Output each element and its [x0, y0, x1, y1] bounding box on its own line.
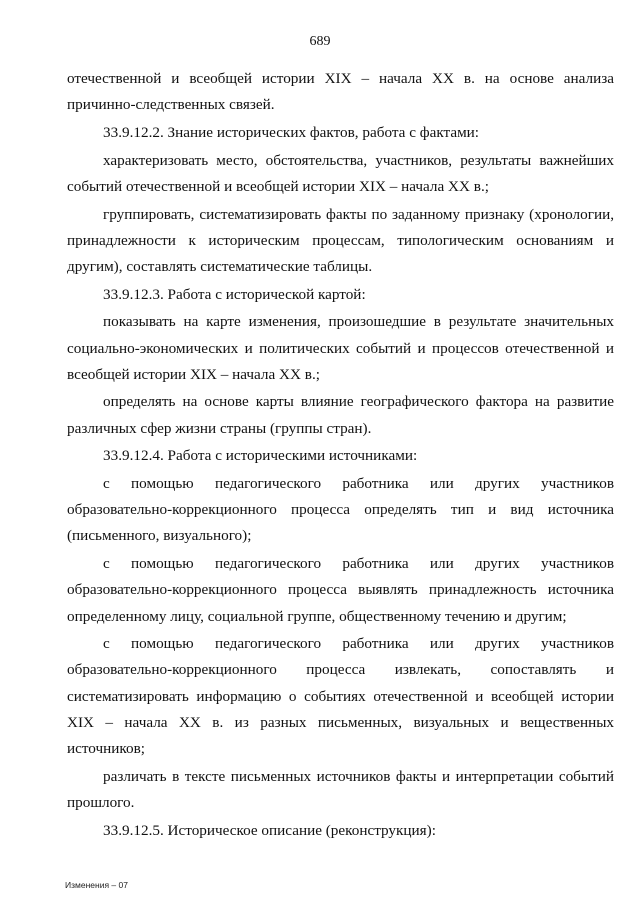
paragraph: группировать, систематизировать факты по заданному признаку (хронологии, принадлежности к историческим процессам, типологическим основаниям и другим), составлять систематические таблицы.	[67, 205, 614, 275]
paragraph: различать в тексте письменных источников факты и интерпретации событий прошлого.	[67, 767, 614, 811]
document-body	[67, 66, 614, 845]
paragraph: с помощью педагогического работника или других участников образовательно-коррекционного процесса выявлять принадлежность источника определенному лицу, социальной группе, общественному течению и другим;	[67, 555, 614, 625]
paragraph: с помощью педагогического работника или других участников образовательно-коррекционного процесса извлекать, сопоставлять и систематизировать информацию о событиях отечественной и всеобщей истории XIX – начала XX в. из разных письменных, визуальных и вещественных источников;	[67, 635, 614, 758]
section-heading-33-9-12-5: 33.9.12.5. Историческое описание (реконструкция):	[103, 821, 436, 839]
footer-revision-note: Изменения – 07	[65, 880, 128, 890]
section-heading-33-9-12-4: 33.9.12.4. Работа с историческими источниками:	[103, 447, 418, 465]
paragraph: характеризовать место, обстоятельства, участников, результаты важнейших событий отечественной и всеобщей истории XIX – начала XX в.;	[67, 151, 614, 195]
paragraph: определять на основе карты влияние географического фактора на развитие различных сфер жизни страны (группы стран).	[67, 393, 614, 437]
section-heading-33-9-12-3: 33.9.12.3. Работа с исторической картой:	[103, 285, 366, 303]
page-number: 689	[309, 34, 331, 49]
paragraph: с помощью педагогического работника или других участников образовательно-коррекционного процесса определять тип и вид источника (письменного, визуального);	[67, 475, 614, 545]
section-heading-33-9-12-2: 33.9.12.2. Знание исторических фактов, работа с фактами:	[103, 123, 480, 141]
paragraph: показывать на карте изменения, произошедшие в результате значительных социально-экономических и политических событий и процессов отечественной и всеобщей истории XIX – начала XX в.;	[67, 313, 614, 383]
paragraph-continuation: отечественной и всеобщей истории XIX – начала XX в. на основе анализа причинно-следственных связей.	[67, 70, 614, 114]
